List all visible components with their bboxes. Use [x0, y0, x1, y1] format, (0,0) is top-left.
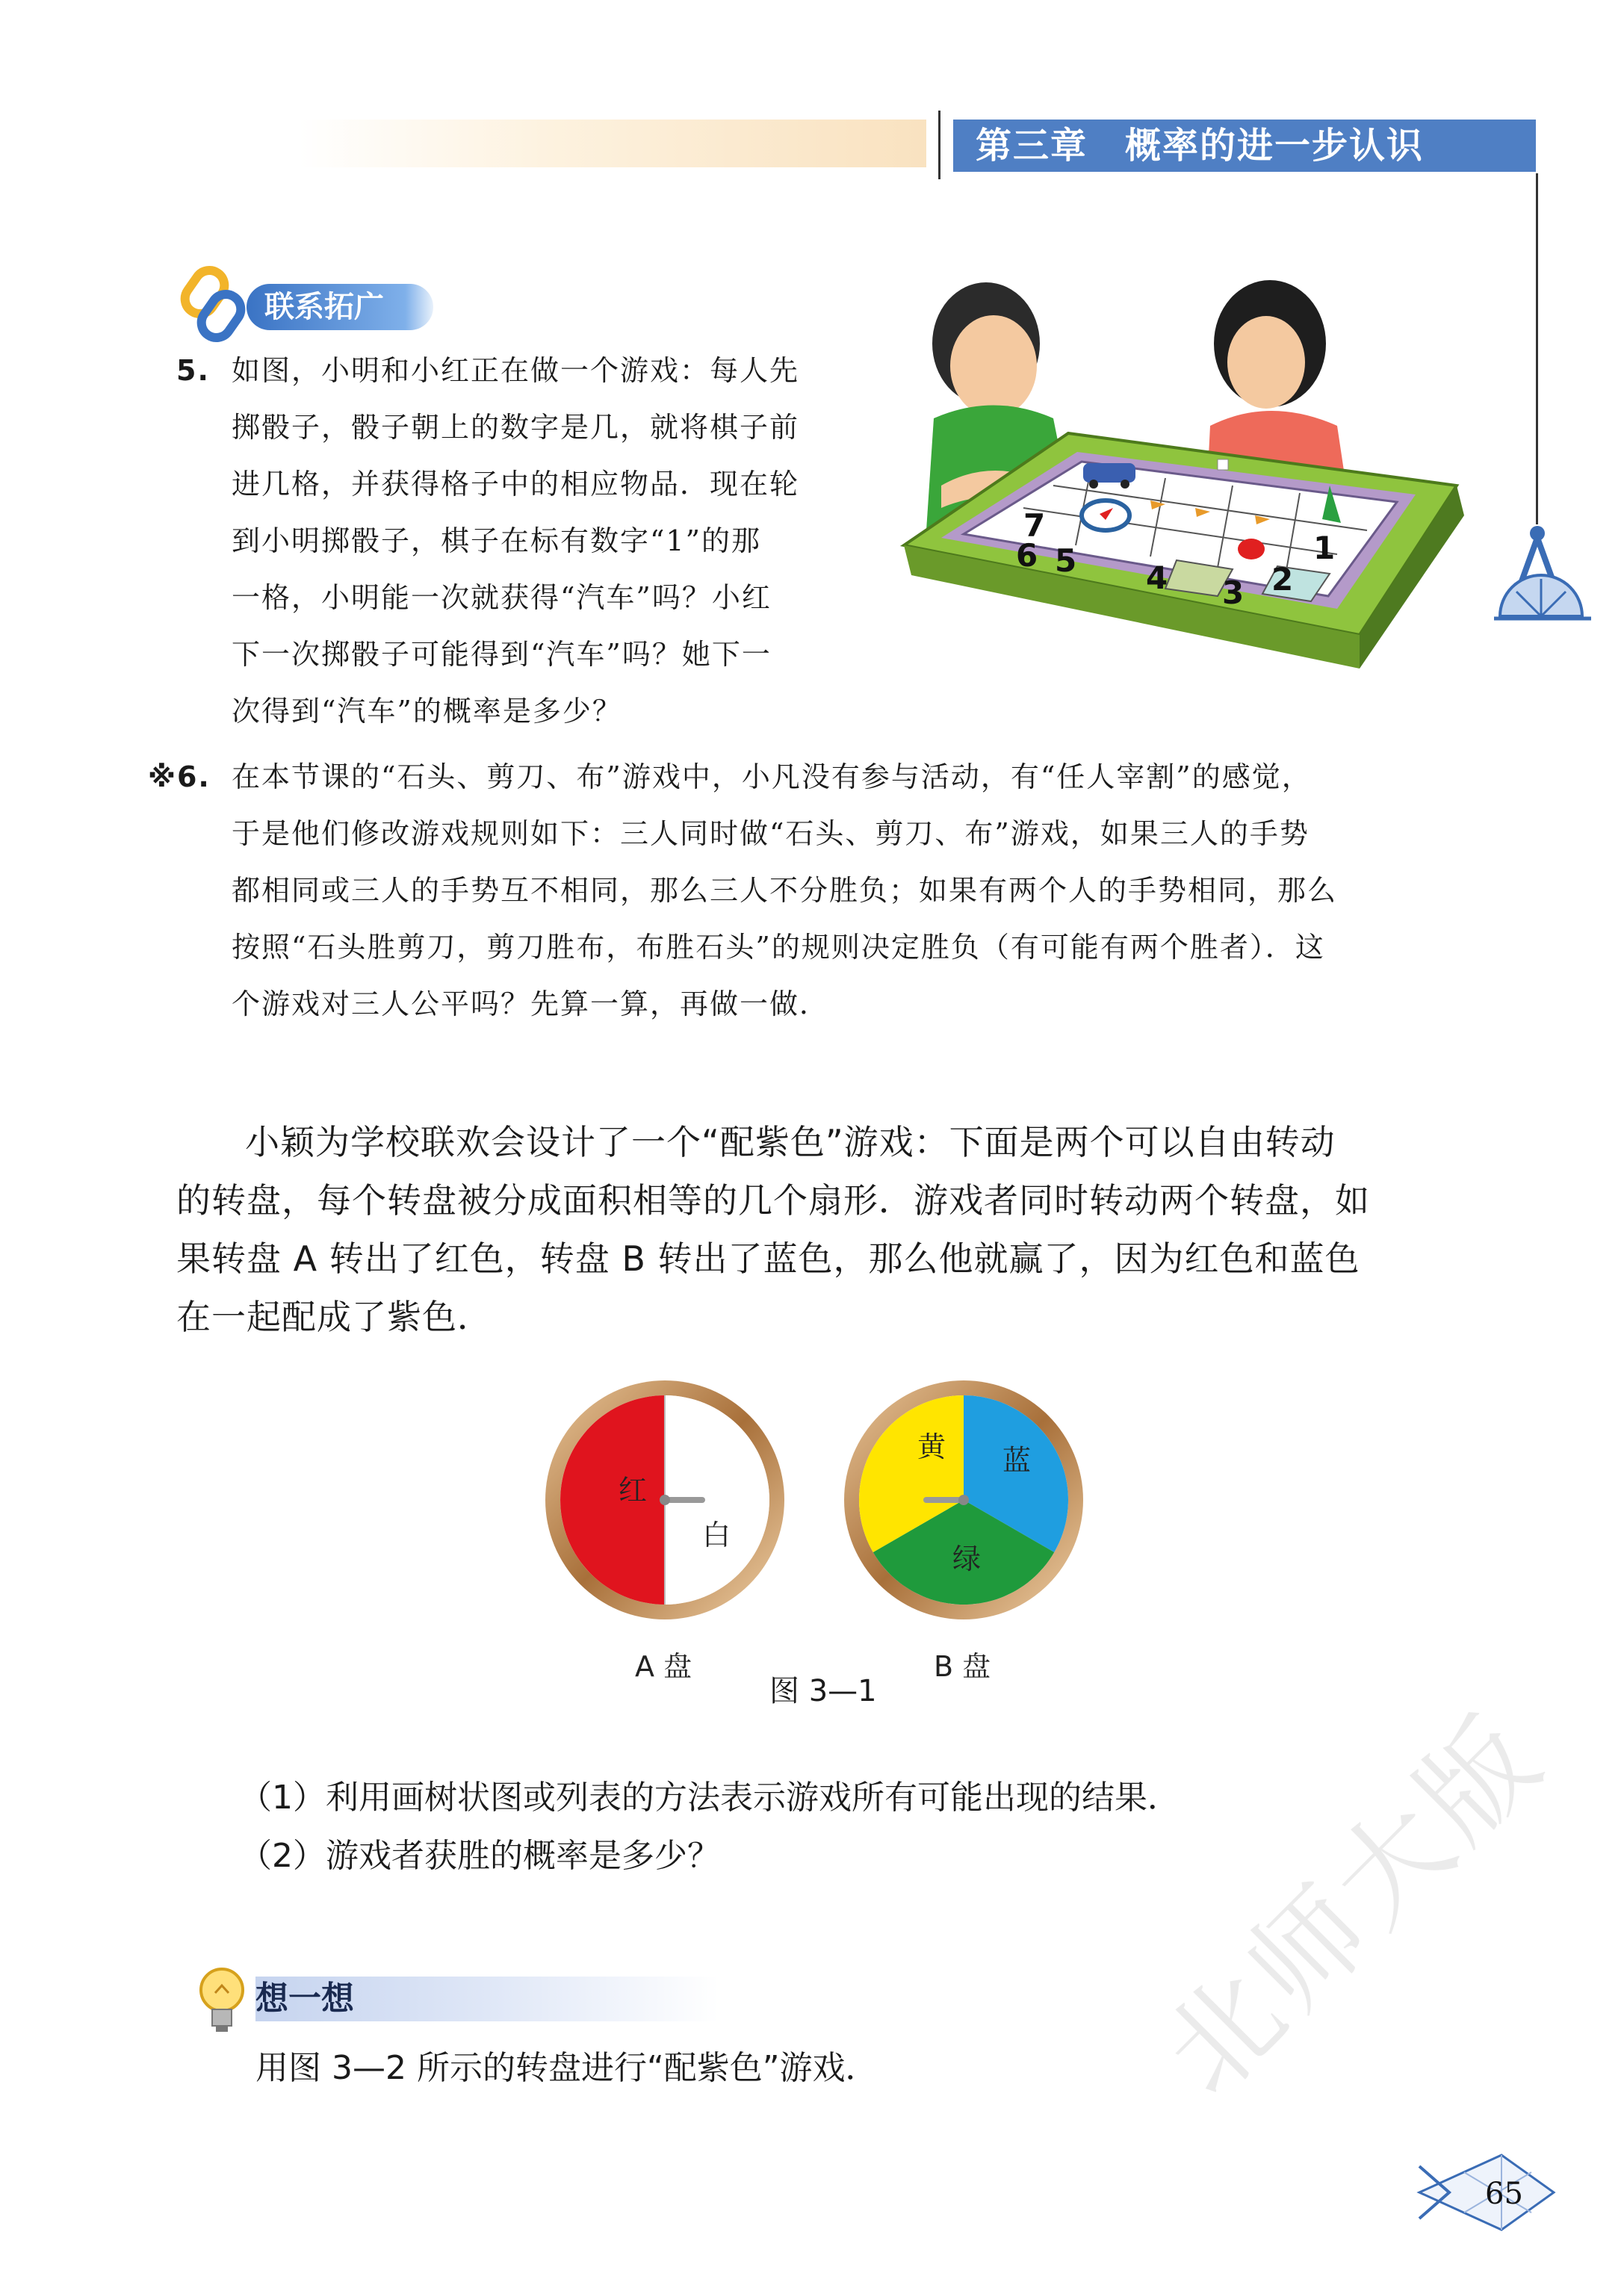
board-number: 7: [1023, 507, 1046, 544]
text-line: 于是他们修改游戏规则如下：三人同时做“石头、剪刀、布”游戏，如果三人的手势: [232, 817, 1310, 850]
think-text: 用图 3—2 所示的转盘进行“配紫色”游戏．: [255, 2049, 878, 2087]
page-number-ornament: [1404, 2151, 1569, 2233]
spinner-a-caption: A 盘: [635, 1650, 692, 1683]
board-number: 6: [1016, 537, 1038, 574]
lightbulb-icon: [196, 1963, 248, 2038]
figure-caption: 图 3—1: [769, 1674, 877, 1708]
text-line: 都相同或三人的手势互不相同，那么三人不分胜负；如果有两个人的手势相同，那么: [232, 874, 1338, 907]
board-game-illustration: [881, 261, 1524, 680]
board-number: 4: [1146, 559, 1168, 596]
text-line: 在一起配成了紫色．: [176, 1297, 492, 1337]
text-line: 次得到“汽车”的概率是多少？: [232, 695, 622, 728]
chain-link-icon: [176, 263, 251, 345]
board-number: 2: [1271, 561, 1294, 598]
text-line: 在本节课的“石头、剪刀、布”游戏中，小凡没有参与活动，有“任人宰割”的感觉，: [232, 760, 1312, 793]
intro-paragraph: [176, 1113, 1513, 1346]
text-line: 到小明掷骰子，棋子在标有数字“1”的那: [232, 524, 762, 557]
text-line: 掷骰子，骰子朝上的数字是几，就将棋子前: [232, 411, 800, 444]
text-line: 果转盘 A 转出了红色，转盘 B 转出了蓝色，那么他就赢了，因为红色和蓝色: [176, 1239, 1360, 1279]
exercise-5: [232, 342, 874, 740]
text-line: 下一次掷骰子可能得到“汽车”吗？她下一: [232, 638, 772, 671]
text-line: 按照“石头胜剪刀，剪刀胜布，布胜石头”的规则决定胜负（有可能有两个胜者）．这: [232, 931, 1325, 964]
think-label: 想一想: [255, 1980, 354, 2018]
text-line: 一格，小明能一次就获得“汽车”吗？小红: [232, 581, 772, 614]
spinner-figure: [545, 1373, 1091, 1702]
header-divider: [938, 111, 940, 179]
board-number: 1: [1313, 530, 1336, 566]
watermark: 北师大版: [1138, 1690, 1569, 2120]
chapter-title: 第三章 概率的进一步认识: [953, 120, 1536, 172]
section-label: 联系拓广: [247, 284, 433, 330]
exercise-number: 5.: [176, 354, 210, 387]
side-divider: [1536, 173, 1538, 524]
text-line: 如图，小明和小红正在做一个游戏：每人先: [232, 354, 800, 387]
text-line: 个游戏对三人公平吗？先算一算，再做一做．: [232, 988, 830, 1020]
sector-label: 蓝: [1002, 1444, 1032, 1477]
text-line: 小颖为学校联欢会设计了一个“配紫色”游戏：下面是两个可以自由转动: [245, 1122, 1336, 1162]
text-line: 进几格，并获得格子中的相应物品．现在轮: [232, 468, 800, 500]
exercise-number: ※6.: [148, 760, 211, 793]
sector-label: 黄: [917, 1430, 946, 1463]
text-line: 的转盘，每个转盘被分成面积相等的几个扇形．游戏者同时转动两个转盘，如: [176, 1180, 1370, 1221]
sector-label: 白: [702, 1519, 731, 1551]
question-item: （2）游戏者获胜的概率是多少？: [239, 1837, 720, 1875]
board-number: 3: [1222, 574, 1245, 611]
board-number: 5: [1055, 542, 1077, 579]
spinner-b-caption: B 盘: [934, 1650, 991, 1683]
question-item: （1）利用画树状图或列表的方法表示游戏所有可能出现的结果．: [239, 1779, 1180, 1817]
exercise-6: [232, 748, 1516, 1032]
sector-label: 红: [619, 1474, 648, 1507]
header-decoration: [299, 120, 926, 167]
sector-label: 绿: [952, 1543, 982, 1575]
page-number: 65: [1485, 2177, 1523, 2211]
